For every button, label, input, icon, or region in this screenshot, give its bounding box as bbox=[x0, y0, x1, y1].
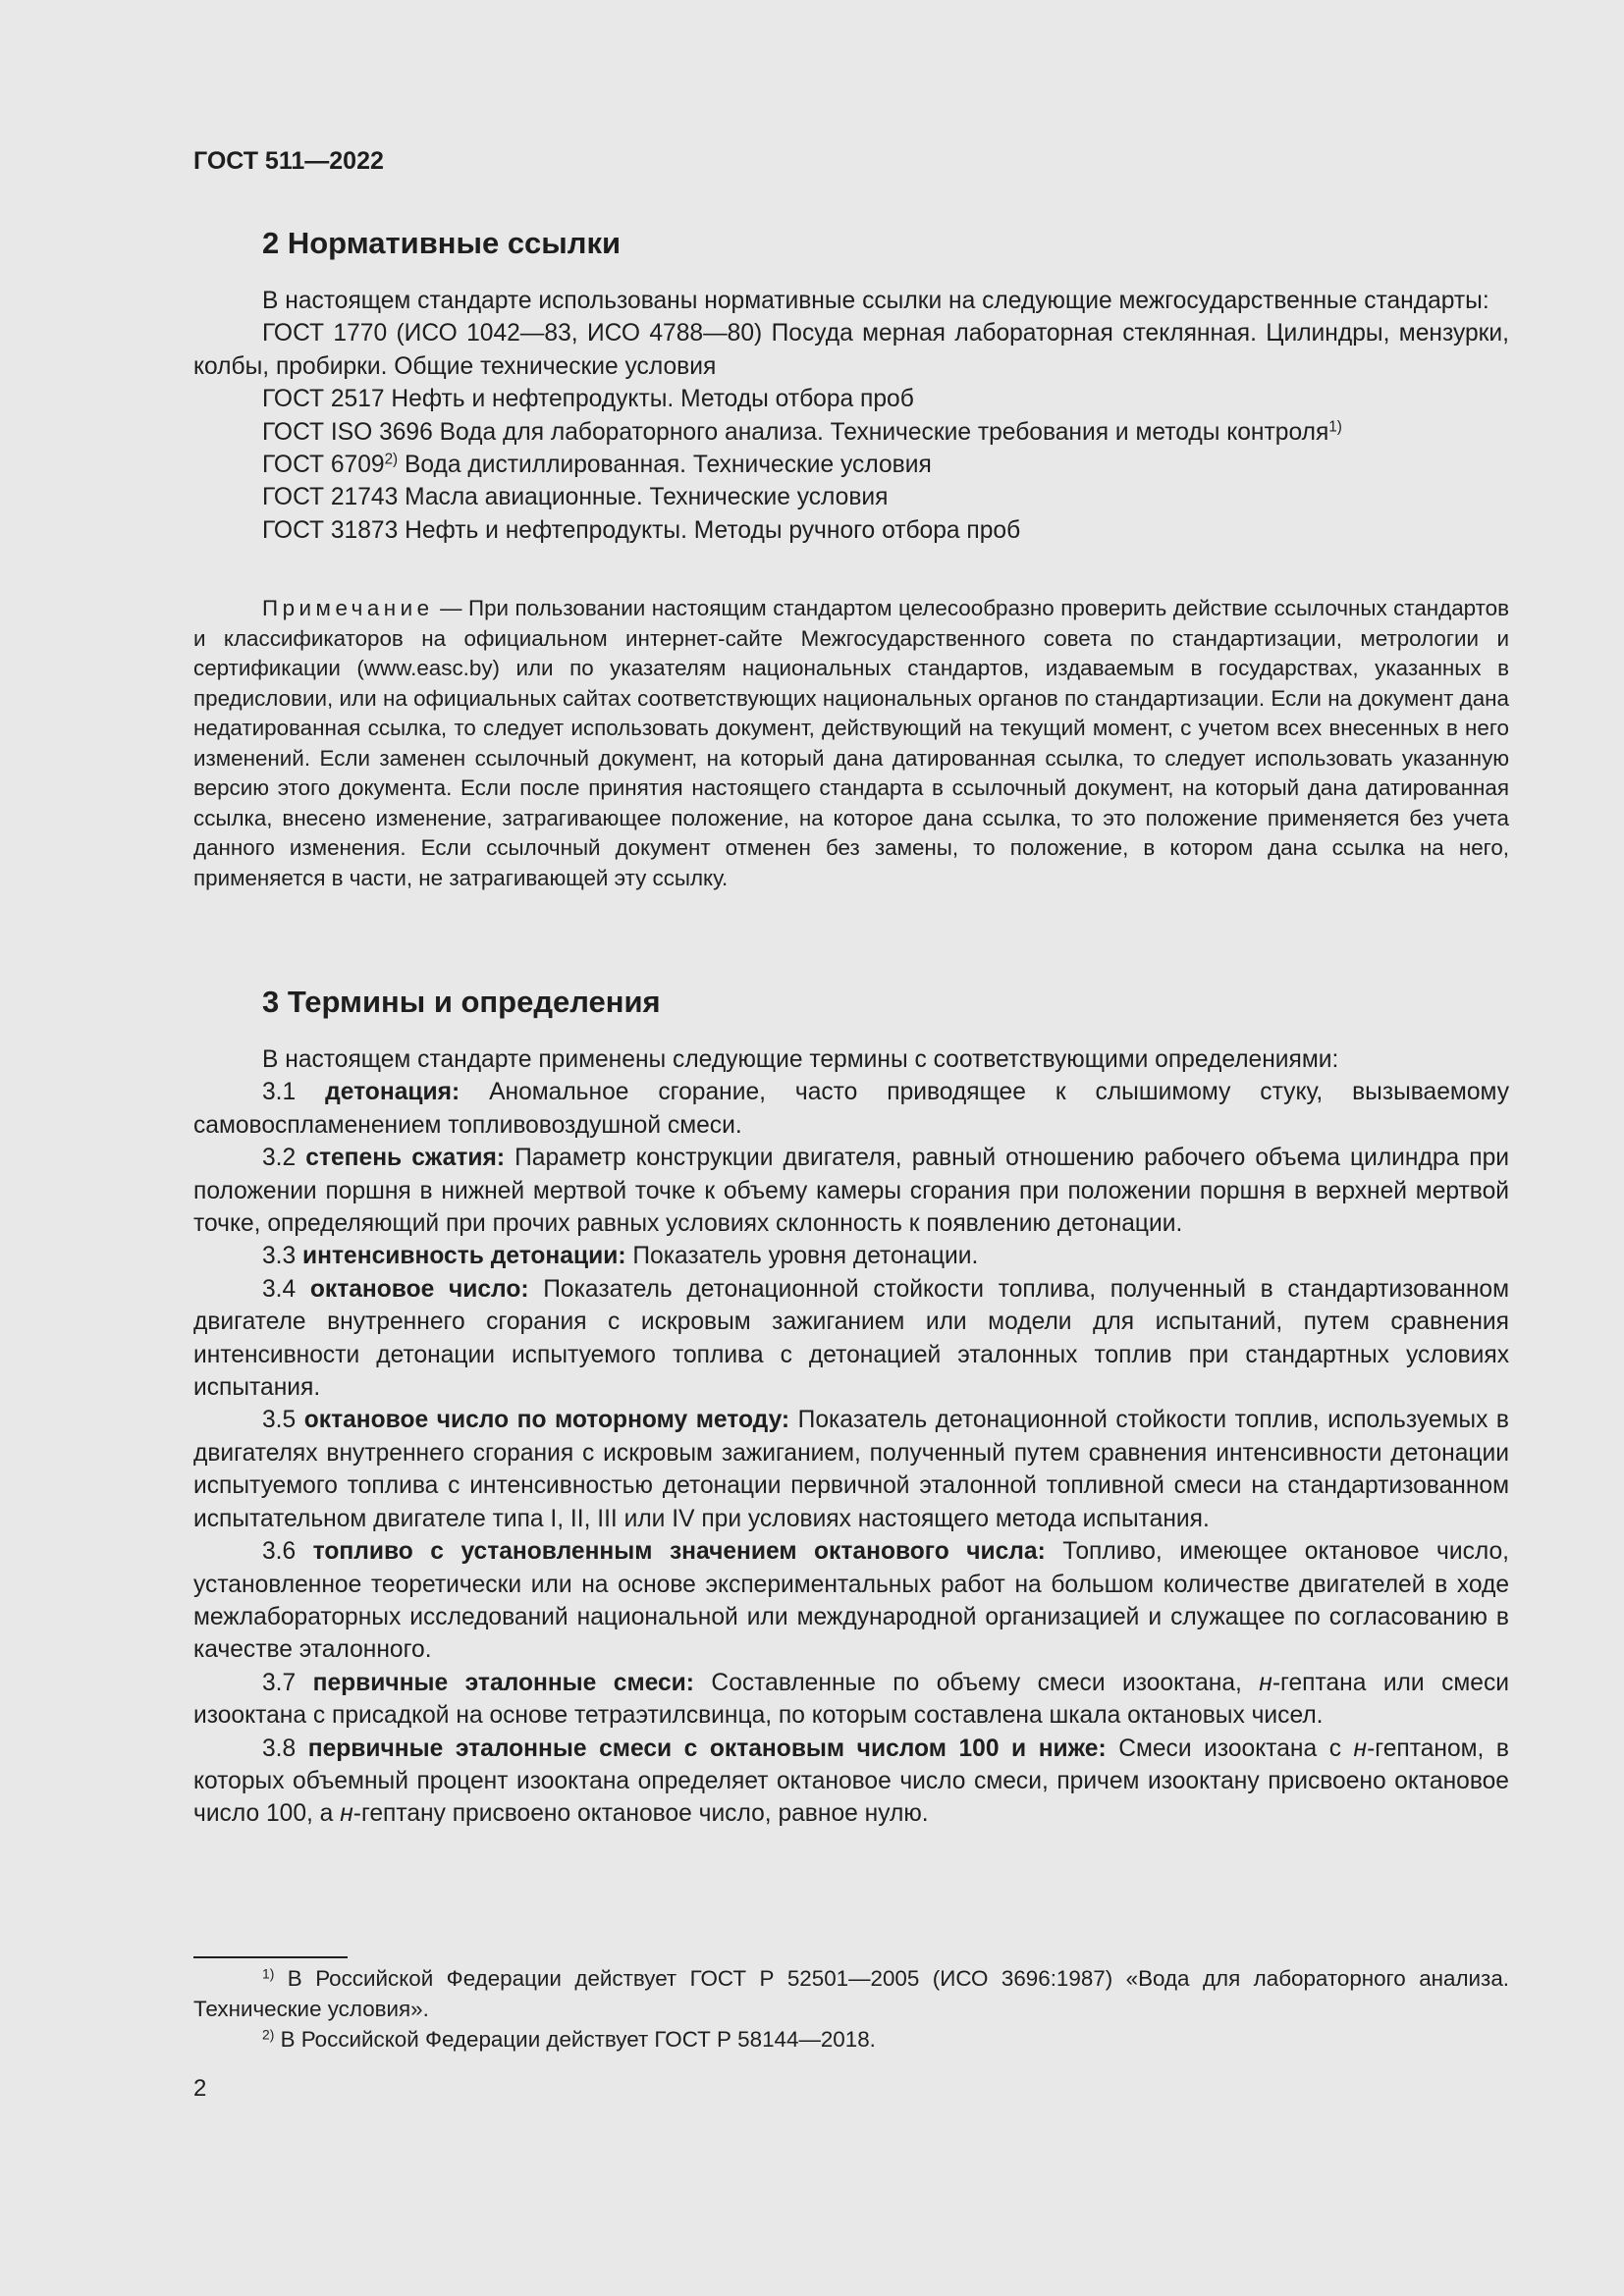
term-text: -гептана или смеси изооктана с присадкой на основе тетраэтилсвинца, по которым составлена шкала октановых чисел. bbox=[193, 1669, 1509, 1730]
term-text: Смеси изооктана с bbox=[1106, 1735, 1354, 1762]
reference-item bbox=[193, 416, 1509, 449]
term-italic: н bbox=[340, 1800, 353, 1828]
reference-text: ГОСТ 6709 bbox=[262, 452, 385, 479]
footnote-marker: 1) bbox=[1328, 418, 1342, 436]
footnote-mark: 2) bbox=[262, 2026, 275, 2043]
term-name: степень сжатия: bbox=[305, 1145, 506, 1172]
term-number: 3.2 bbox=[262, 1145, 306, 1172]
term-name: первичные эталонные смеси с октановым числом 100 и ниже: bbox=[307, 1735, 1107, 1762]
footnote-text: В Российской Федерации действует ГОСТ Р 58144—2018. bbox=[274, 2027, 876, 2052]
note-label: Примечание bbox=[262, 596, 434, 620]
page-number: 2 bbox=[193, 2075, 207, 2102]
term-number: 3.3 bbox=[262, 1243, 303, 1270]
section-3-title: 3 Термины и определения bbox=[262, 985, 661, 1019]
footnote-2 bbox=[193, 2024, 1509, 2055]
reference-item: ГОСТ 31873 Нефть и нефтепродукты. Методы ручного отбора проб bbox=[262, 516, 1021, 544]
note-text: — При пользовании настоящим стандартом целесообразно проверить действие ссылочных стандартов и классификаторов на официальном интернет-сайте Межгосударственного совета по стандартизации, метрологии и сертификации (www.easc.by) или по указателям национальных стандартов, издаваемым в государствах, указанных в предисловии, или на официальных сайтах соответствующих национальных органов по стандартизации. Если на документ дана недатированная ссылка, то следует использовать документ, действующий на текущий момент, с учетом всех внесенных в него изменений. Если заменен ссылочный документ, на который дана датированная ссылка, то следует использовать указанную версию этого документа. Если после принятия настоящего стандарта в ссылочный документ, на который дана датированная ссылка, внесено изменение, затрагивающее положение, на которое дана ссылка, то это положение применяется без учета данного изменения. Если ссылочный документ отменен без замены, то положение, в котором дана ссылка на него, применяется в части, не затрагивающей эту ссылку. bbox=[193, 596, 1509, 890]
term-text: Параметр конструкции двигателя, равный отношению рабочего объема цилиндра при положении поршня в нижней мертвой точке к объему камеры сгорания при положении поршня в верхней мертвой точке, определяющий при прочих равных условиях склонность к появлению детонации. bbox=[193, 1145, 1509, 1238]
term-number: 3.5 bbox=[262, 1407, 304, 1434]
term-definition bbox=[193, 1535, 1509, 1667]
running-header: ГОСТ 511—2022 bbox=[193, 147, 384, 175]
section-2-intro: В настоящем стандарте использованы нормативные ссылки на следующие межгосударственные стандарты: bbox=[262, 288, 1489, 314]
reference-item: ГОСТ 1770 (ИСО 1042—83, ИСО 4788—80) Посуда мерная лабораторная стеклянная. Цилиндры, мензурки, колбы, пробирки. Общие технические условия bbox=[193, 320, 1509, 380]
term-name: топливо с установленным значением октанового числа: bbox=[312, 1538, 1046, 1566]
term-italic: н bbox=[1353, 1735, 1368, 1762]
term-text: -гептаном, в которых объемный процент изооктана определяет октановое число смеси, причем изооктану присвоено октановое число 100, а bbox=[193, 1735, 1509, 1828]
term-name: детонация: bbox=[325, 1079, 460, 1106]
section-2-title: 2 Нормативные ссылки bbox=[262, 226, 622, 260]
reference-item: ГОСТ 21743 Масла авиационные. Технические условия bbox=[262, 484, 889, 511]
term-definition bbox=[193, 1667, 1509, 1733]
reference-item: ГОСТ 2517 Нефть и нефтепродукты. Методы отбора проб bbox=[262, 386, 914, 413]
term-number: 3.6 bbox=[262, 1538, 313, 1566]
term-number: 3.1 bbox=[262, 1079, 326, 1106]
term-definition bbox=[193, 1273, 1509, 1405]
section-3-intro: В настоящем стандарте применены следующие термины с соответствующими определениями: bbox=[262, 1046, 1339, 1073]
term-number: 3.7 bbox=[262, 1669, 313, 1696]
reference-text: ГОСТ ISO 3696 Вода для лабораторного анализа. Технические требования и методы контроля bbox=[262, 418, 1329, 446]
footnotes bbox=[193, 1963, 1509, 2055]
term-definition bbox=[193, 1142, 1509, 1240]
term-text: -гептану присвоено октановое число, равное нулю. bbox=[352, 1800, 929, 1828]
term-text: Показатель уровня детонации. bbox=[625, 1243, 979, 1270]
term-text: Топливо, имеющее октановое число, установленное теоретически или на основе экспериментальных работ на большом количестве двигателей в ходе межлабораторных исследований национальной или международной организацией и служащее по согласованию в качестве эталонного. bbox=[193, 1538, 1510, 1664]
term-name: интенсивность детонации: bbox=[302, 1243, 626, 1270]
term-italic: н bbox=[1259, 1669, 1272, 1696]
term-name: октановое число по моторному методу: bbox=[303, 1407, 790, 1434]
term-definition bbox=[193, 1076, 1509, 1142]
term-text: Показатель детонационной стойкости топлив, используемых в двигателях внутреннего сгорания с искровым зажиганием, полученный путем сравнения интенсивности детонации испытуемого топлива с интенсивностью детонации первичной эталонной топливной смеси на стандартизованном испытательном двигателе типа I, II, III или IV при условиях настоящего метода испытания. bbox=[193, 1407, 1509, 1532]
term-text: Аномальное сгорание, часто приводящее к слышимому стуку, вызываемому самовоспламенением топливовоздушной смеси. bbox=[193, 1079, 1509, 1139]
section-3-body bbox=[193, 1043, 1509, 1831]
note-paragraph bbox=[193, 594, 1509, 893]
term-definition bbox=[193, 1404, 1509, 1535]
term-name: октановое число: bbox=[309, 1275, 529, 1303]
reference-text: Вода дистиллированная. Технические условия bbox=[398, 452, 932, 479]
reference-item bbox=[193, 449, 1509, 481]
footnote-1 bbox=[193, 1963, 1509, 2024]
footnote-text: В Российской Федерации действует ГОСТ Р 52501—2005 (ИСО 3696:1987) «Вода для лабораторного анализа. Технические условия». bbox=[193, 1966, 1509, 2021]
term-name: первичные эталонные смеси: bbox=[312, 1669, 694, 1696]
footnote-separator bbox=[193, 1956, 348, 1958]
footnote-mark: 1) bbox=[262, 1965, 275, 1982]
term-number: 3.8 bbox=[262, 1735, 308, 1762]
note-block bbox=[193, 594, 1509, 893]
term-text: Составленные по объему смеси изооктана, bbox=[694, 1669, 1260, 1696]
term-definition bbox=[193, 1240, 1509, 1272]
term-definition bbox=[193, 1733, 1509, 1831]
footnote-marker: 2) bbox=[384, 451, 399, 468]
term-text: Показатель детонационной стойкости топлива, полученный в стандартизованном двигателе внутреннего сгорания с искровым зажиганием или модели для испытаний, путем сравнения интенсивности детонации испытуемого топлива с детонацией эталонных топлив при стандартных условиях испытания. bbox=[193, 1275, 1509, 1402]
section-2-body bbox=[193, 285, 1509, 547]
term-number: 3.4 bbox=[262, 1275, 310, 1303]
